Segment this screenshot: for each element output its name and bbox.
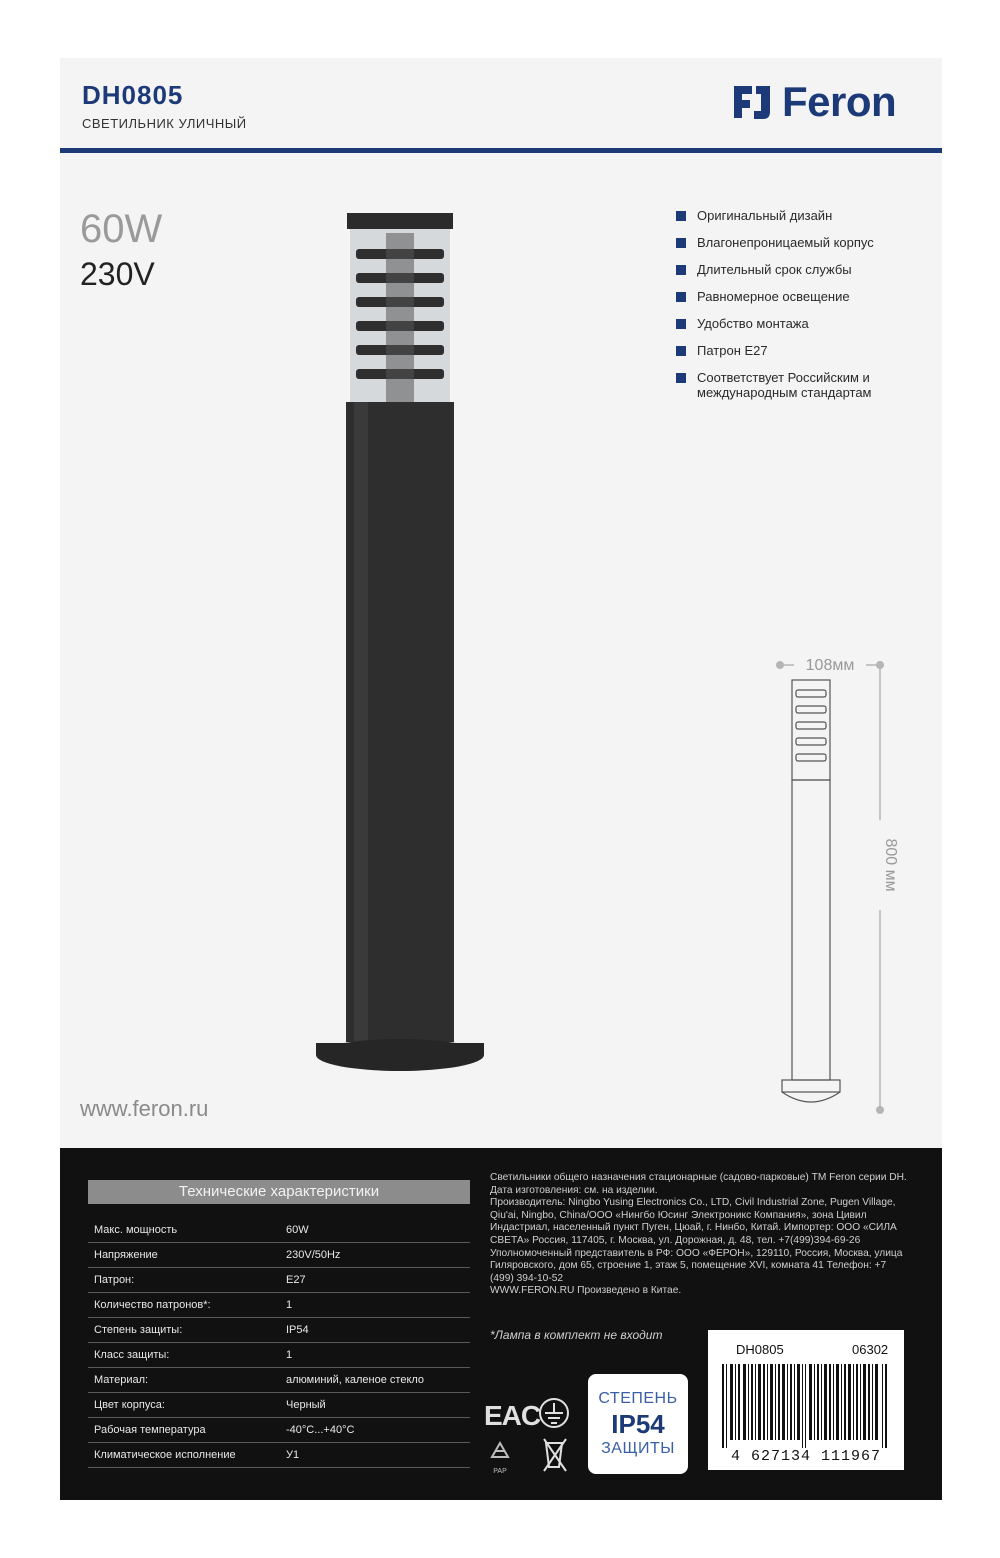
feature-item: Влагонепроницаемый корпус: [676, 235, 936, 250]
table-row: Рабочая температура -40°C...+40°C: [88, 1418, 470, 1443]
bullet-square-icon: [676, 265, 686, 275]
feature-item: Патрон Е27: [676, 343, 936, 358]
product-subtitle: СВЕТИЛЬНИК УЛИЧНЫЙ: [82, 116, 247, 131]
bullet-square-icon: [676, 211, 686, 221]
voltage-rating: 230V: [80, 256, 155, 292]
feature-item: Длительный срок службы: [676, 262, 936, 277]
bullet-square-icon: [676, 346, 686, 356]
power-rating: 60W: [80, 207, 163, 251]
barcode-model: DH0805: [736, 1342, 784, 1357]
height-dimension: 800 мм: [882, 838, 899, 892]
table-row: Макс. мощность 60W: [88, 1218, 470, 1243]
crossed-bin-icon: [544, 1439, 566, 1471]
feature-item: Соответствует Российским и международным стандартам: [676, 370, 936, 400]
bullet-square-icon: [676, 319, 686, 329]
certification-marks: [484, 1395, 584, 1475]
barcode-article: 06302: [852, 1342, 889, 1357]
ground-icon: [540, 1399, 568, 1427]
table-row: Климатическое исполнение У1: [88, 1443, 470, 1468]
width-dimension: 108мм: [805, 657, 855, 674]
header-divider: [60, 148, 942, 153]
website-url: www.feron.ru: [80, 1096, 209, 1121]
table-row: Материал: алюминий, каленое стекло: [88, 1368, 470, 1393]
specs-title: Технические характеристики: [88, 1180, 470, 1204]
barcode-digits: 4 627134 111967: [730, 1448, 882, 1465]
legal-text: Светильники общего назначения стационарные (садово-парковые) ТМ Feron серии DH. Дата изготовления: см. на изделии. Производитель: Ningbo Yusing Electronics Co., LTD, Civil Industrial Zone, Pugen Village, Qiu'ai, Ningbo, China/ООО «Нингбо Юсинг Электроникс Компания», зона Цивил Индастриал, населенный пункт Пуген, Цюай, г. Нинбо, Китай. Импортер: ООО «СИЛА СВЕТА» Россия, 117405, г. Москва, ул. Дорожная, д. 48, тел. +7(499)394-69-26 Уполномоченный представитель в РФ: ООО «ФЕРОН», 129110, Россия, Москва, улица Гиляровского, дом 65, строение 1, этаж 5, помещение XVI, комната 41 Телефон: +7 (499) 394-10-52 WWW.FERON.RU Произведено в Китае.: [490, 1172, 907, 1297]
eac-mark: EAC: [484, 1400, 541, 1431]
bullet-square-icon: [676, 373, 686, 383]
barcode-label: [708, 1330, 904, 1470]
brand-logo: [730, 78, 896, 126]
table-row: Цвет корпуса: Черный: [88, 1393, 470, 1418]
feature-item: Удобство монтажа: [676, 316, 936, 331]
table-row: Количество патронов*: 1: [88, 1293, 470, 1318]
table-row: Напряжение 230V/50Hz: [88, 1243, 470, 1268]
feron-logo-icon: [730, 82, 774, 122]
brand-name: Feron: [782, 78, 897, 125]
dimension-drawing: [770, 650, 900, 1120]
pap-mark: PAP: [493, 1468, 507, 1475]
recycle-icon: [492, 1443, 508, 1457]
feature-list: [676, 208, 936, 412]
table-row: Класс защиты: 1: [88, 1343, 470, 1368]
table-row: Степень защиты: IP54: [88, 1318, 470, 1343]
bullet-square-icon: [676, 238, 686, 248]
feature-item: Равномерное освещение: [676, 289, 936, 304]
model-number: DH0805: [82, 80, 184, 110]
feature-item: Оригинальный дизайн: [676, 208, 936, 223]
protection-badge: СТЕПЕНЬ IP54 ЗАЩИТЫ: [588, 1374, 688, 1474]
product-image: [300, 205, 500, 1075]
specs-table: [88, 1218, 470, 1468]
table-row: Патрон: E27: [88, 1268, 470, 1293]
bullet-square-icon: [676, 292, 686, 302]
lamp-note: *Лампа в комплект не входит: [490, 1328, 663, 1342]
barcode-icon: [722, 1364, 890, 1448]
